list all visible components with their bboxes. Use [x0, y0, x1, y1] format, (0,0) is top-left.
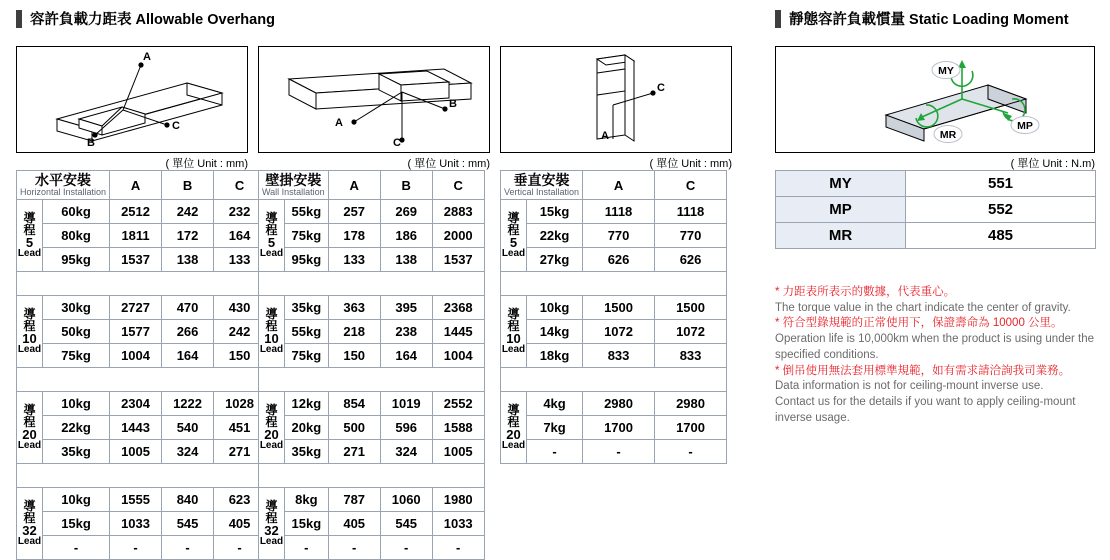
- table-header-row: [17, 171, 266, 200]
- table-row: [501, 224, 727, 248]
- table-row: [259, 392, 485, 416]
- diagram-vertical-installation: [500, 46, 732, 153]
- load-value: 35kg: [43, 440, 110, 464]
- unit-label-moment: ( 單位 Unit : N.m): [1010, 158, 1095, 170]
- load-value: 7kg: [527, 416, 583, 440]
- load-value: 18kg: [527, 344, 583, 368]
- table-row: [17, 536, 266, 560]
- table-row: [259, 488, 485, 512]
- load-value: 35kg: [285, 296, 329, 320]
- table-column-header: B: [380, 171, 432, 200]
- note-line: * 力距表所表示的數據，代表重心。: [775, 286, 956, 298]
- table-group-gap: [259, 272, 485, 296]
- lead-group-label: 導 程 5 Lead: [259, 200, 285, 272]
- table-cell: 2980: [583, 392, 655, 416]
- note-line: * 倒吊使用無法套用標準規範，如有需求請洽詢我司業務。: [775, 364, 1071, 377]
- lead-group-label: 導 程 10 Lead: [259, 296, 285, 368]
- moment-axis-label: MY: [776, 171, 906, 197]
- table-cell: 1019: [380, 392, 432, 416]
- load-value: 10kg: [527, 296, 583, 320]
- table-cell: 1443: [110, 416, 162, 440]
- load-value: 15kg: [285, 512, 329, 536]
- table-cell: -: [214, 536, 266, 560]
- table-cell: 626: [583, 248, 655, 272]
- table-cell: 2883: [432, 200, 484, 224]
- table-cell: 430: [214, 296, 266, 320]
- table-cell: 1028: [214, 392, 266, 416]
- load-value: 95kg: [285, 248, 329, 272]
- table-row: [17, 296, 266, 320]
- section-title-right: 靜態容許負載慣量 Static Loading Moment: [789, 12, 1069, 28]
- table-cell: 218: [328, 320, 380, 344]
- diagram-label-a: A: [143, 51, 151, 63]
- table-cell: 833: [583, 344, 655, 368]
- table-cell: 1005: [110, 440, 162, 464]
- table-group-gap: [17, 368, 266, 392]
- load-value: 22kg: [43, 416, 110, 440]
- table-cell: 1033: [432, 512, 484, 536]
- table-cell: 150: [328, 344, 380, 368]
- table-cell: 1445: [432, 320, 484, 344]
- unit-label-wall: ( 單位 Unit : mm): [407, 158, 490, 170]
- section-title-left: 容許負載力距表 Allowable Overhang: [30, 12, 275, 28]
- diagram-label-b: B: [449, 98, 457, 110]
- note-line: Contact us for the details if you want to apply ceiling-mount: [775, 396, 1076, 409]
- table-cell: 1537: [110, 248, 162, 272]
- table-column-header: B: [162, 171, 214, 200]
- table-cell: 363: [328, 296, 380, 320]
- table-group-gap: [501, 368, 727, 392]
- table-row: [501, 416, 727, 440]
- table-row: [259, 440, 485, 464]
- diagram-label-c: C: [657, 82, 665, 94]
- table-cell: 833: [655, 344, 727, 368]
- table-cell: 324: [162, 440, 214, 464]
- table-row: [776, 197, 1096, 223]
- load-value: 15kg: [43, 512, 110, 536]
- table-cell: 1500: [655, 296, 727, 320]
- load-value: 12kg: [285, 392, 329, 416]
- table-cell: 269: [380, 200, 432, 224]
- moment-label-mr: MR: [939, 129, 957, 141]
- table-row: [501, 320, 727, 344]
- table-group-gap: [17, 464, 266, 488]
- table-cell: 242: [214, 320, 266, 344]
- table-cell: 395: [380, 296, 432, 320]
- moment-value: 551: [906, 171, 1096, 197]
- load-value: 75kg: [285, 224, 329, 248]
- moment-axis-label: MR: [776, 223, 906, 249]
- table-row: [501, 296, 727, 320]
- table-group-gap: [501, 272, 727, 296]
- table-cell: 2980: [655, 392, 727, 416]
- load-value: -: [43, 536, 110, 560]
- table-row: [501, 200, 727, 224]
- table-cell: 623: [214, 488, 266, 512]
- table-cell: 451: [214, 416, 266, 440]
- table-row: [17, 344, 266, 368]
- table-horizontal-installation: [16, 170, 266, 560]
- table-cell: 770: [655, 224, 727, 248]
- table-static-loading-moment: [775, 170, 1096, 249]
- table-row: [17, 488, 266, 512]
- table-cell: 1072: [655, 320, 727, 344]
- table-cell: 138: [162, 248, 214, 272]
- note-line: * 符合型錄規範的正常使用下，保證壽命為 10000 公里。: [775, 317, 1063, 330]
- diagram-label-c: C: [393, 137, 401, 149]
- section-header-allowable-overhang: [16, 8, 275, 29]
- table-cell: 596: [380, 416, 432, 440]
- section-accent-bar: [16, 10, 22, 28]
- table-row: [259, 200, 485, 224]
- table-cell: 545: [162, 512, 214, 536]
- table-cell: 2512: [110, 200, 162, 224]
- table-row: [17, 248, 266, 272]
- table-column-header: C: [655, 171, 727, 200]
- load-value: 60kg: [43, 200, 110, 224]
- table-cell: 242: [162, 200, 214, 224]
- table-header-name: 壁掛安裝 Wall Installation: [259, 171, 329, 200]
- load-value: -: [527, 440, 583, 464]
- table-cell: 172: [162, 224, 214, 248]
- unit-label-vertical: ( 單位 Unit : mm): [649, 158, 732, 170]
- note-line: Data information is not for ceiling-mount inverse use.: [775, 380, 1044, 393]
- table-cell: 164: [162, 344, 214, 368]
- diagram-label-b: B: [87, 137, 95, 149]
- table-cell: -: [162, 536, 214, 560]
- table-row: [259, 536, 485, 560]
- table-row: [259, 320, 485, 344]
- table-cell: 2304: [110, 392, 162, 416]
- table-row: [259, 296, 485, 320]
- table-group-gap: [259, 464, 485, 488]
- load-value: 8kg: [285, 488, 329, 512]
- diagram-wall-installation: [258, 46, 490, 153]
- lead-group-label: 導 程 5 Lead: [501, 200, 527, 272]
- table-header-name: 水平安裝 Horizontal Installation: [17, 171, 110, 200]
- table-cell: -: [583, 440, 655, 464]
- diagram-label-a: A: [601, 130, 609, 142]
- table-cell: 470: [162, 296, 214, 320]
- table-cell: 150: [214, 344, 266, 368]
- table-cell: 164: [214, 224, 266, 248]
- note-line: specified conditions.: [775, 348, 879, 361]
- table-cell: 133: [214, 248, 266, 272]
- table-row: [259, 416, 485, 440]
- table-column-header: A: [110, 171, 162, 200]
- table-cell: -: [655, 440, 727, 464]
- table-cell: 854: [328, 392, 380, 416]
- table-cell: 1033: [110, 512, 162, 536]
- lead-group-label: 導 程 20 Lead: [501, 392, 527, 464]
- load-value: 55kg: [285, 200, 329, 224]
- load-value: 10kg: [43, 392, 110, 416]
- table-cell: 1060: [380, 488, 432, 512]
- table-row: [259, 224, 485, 248]
- table-row: [776, 223, 1096, 249]
- table-cell: 1577: [110, 320, 162, 344]
- table-row: [259, 512, 485, 536]
- section-accent-bar: [775, 10, 781, 28]
- table-row: [17, 440, 266, 464]
- load-value: 80kg: [43, 224, 110, 248]
- table-cell: 1118: [655, 200, 727, 224]
- table-cell: 133: [328, 248, 380, 272]
- table-column-header: A: [328, 171, 380, 200]
- load-value: 4kg: [527, 392, 583, 416]
- table-row: [17, 200, 266, 224]
- notes-block: [775, 285, 1105, 426]
- table-cell: 545: [380, 512, 432, 536]
- table-cell: 1700: [655, 416, 727, 440]
- table-row: [17, 416, 266, 440]
- table-cell: 2000: [432, 224, 484, 248]
- load-value: 20kg: [285, 416, 329, 440]
- table-wall-installation: [258, 170, 485, 560]
- lead-group-label: 導 程 5 Lead: [17, 200, 43, 272]
- load-value: 95kg: [43, 248, 110, 272]
- note-line: Operation life is 10,000km when the product is using under the: [775, 333, 1094, 346]
- table-cell: 266: [162, 320, 214, 344]
- unit-label-horizontal: ( 單位 Unit : mm): [165, 158, 248, 170]
- table-cell: 1811: [110, 224, 162, 248]
- table-row: [259, 344, 485, 368]
- table-cell: 324: [380, 440, 432, 464]
- moment-axis-label: MP: [776, 197, 906, 223]
- load-value: 75kg: [285, 344, 329, 368]
- table-cell: 1004: [432, 344, 484, 368]
- table-group-gap: [259, 368, 485, 392]
- table-row: [501, 440, 727, 464]
- table-row: [17, 512, 266, 536]
- table-cell: 1537: [432, 248, 484, 272]
- table-cell: 2727: [110, 296, 162, 320]
- moment-label-mp: MP: [1017, 120, 1033, 132]
- table-cell: 840: [162, 488, 214, 512]
- table-cell: 238: [380, 320, 432, 344]
- table-cell: 2552: [432, 392, 484, 416]
- table-row: [501, 392, 727, 416]
- table-row: [501, 248, 727, 272]
- table-row: [17, 392, 266, 416]
- table-cell: 1500: [583, 296, 655, 320]
- lead-group-label: 導 程 10 Lead: [501, 296, 527, 368]
- lead-group-label: 導 程 20 Lead: [17, 392, 43, 464]
- table-cell: 1700: [583, 416, 655, 440]
- table-cell: 2368: [432, 296, 484, 320]
- table-row: [501, 344, 727, 368]
- table-cell: 787: [328, 488, 380, 512]
- load-value: 55kg: [285, 320, 329, 344]
- table-row: [17, 224, 266, 248]
- table-row: [776, 171, 1096, 197]
- table-cell: 1980: [432, 488, 484, 512]
- table-cell: 500: [328, 416, 380, 440]
- table-cell: 1222: [162, 392, 214, 416]
- table-cell: 1005: [432, 440, 484, 464]
- table-cell: 1072: [583, 320, 655, 344]
- lead-group-label: 導 程 32 Lead: [259, 488, 285, 560]
- diagram-label-c: C: [172, 120, 180, 132]
- table-cell: 540: [162, 416, 214, 440]
- table-vertical-installation: [500, 170, 727, 464]
- table-group-gap: [17, 272, 266, 296]
- load-value: 22kg: [527, 224, 583, 248]
- table-cell: 1555: [110, 488, 162, 512]
- load-value: 15kg: [527, 200, 583, 224]
- load-value: 35kg: [285, 440, 329, 464]
- table-cell: 1118: [583, 200, 655, 224]
- lead-group-label: 導 程 10 Lead: [17, 296, 43, 368]
- table-column-header: C: [214, 171, 266, 200]
- note-line: The torque value in the chart indicate the center of gravity.: [775, 301, 1071, 314]
- load-value: 30kg: [43, 296, 110, 320]
- table-header-row: [259, 171, 485, 200]
- load-value: 50kg: [43, 320, 110, 344]
- table-cell: 138: [380, 248, 432, 272]
- table-column-header: C: [432, 171, 484, 200]
- diagram-static-loading-moment: [775, 46, 1095, 153]
- table-cell: -: [328, 536, 380, 560]
- table-cell: 626: [655, 248, 727, 272]
- table-cell: 271: [328, 440, 380, 464]
- table-column-header: A: [583, 171, 655, 200]
- table-cell: 186: [380, 224, 432, 248]
- table-cell: 1004: [110, 344, 162, 368]
- table-cell: 257: [328, 200, 380, 224]
- table-cell: -: [380, 536, 432, 560]
- moment-label-my: MY: [938, 65, 954, 77]
- load-value: 75kg: [43, 344, 110, 368]
- load-value: 14kg: [527, 320, 583, 344]
- table-cell: 232: [214, 200, 266, 224]
- table-cell: 164: [380, 344, 432, 368]
- table-cell: 405: [214, 512, 266, 536]
- table-cell: 178: [328, 224, 380, 248]
- table-cell: -: [432, 536, 484, 560]
- load-value: 10kg: [43, 488, 110, 512]
- load-value: -: [285, 536, 329, 560]
- table-header-name: 垂直安裝 Vertical Installation: [501, 171, 583, 200]
- table-row: [17, 320, 266, 344]
- table-cell: 1588: [432, 416, 484, 440]
- table-row: [259, 248, 485, 272]
- table-cell: 770: [583, 224, 655, 248]
- moment-value: 552: [906, 197, 1096, 223]
- table-cell: 271: [214, 440, 266, 464]
- diagram-label-a: A: [335, 117, 343, 129]
- table-header-row: [501, 171, 727, 200]
- lead-group-label: 導 程 20 Lead: [259, 392, 285, 464]
- load-value: 27kg: [527, 248, 583, 272]
- moment-value: 485: [906, 223, 1096, 249]
- lead-group-label: 導 程 32 Lead: [17, 488, 43, 560]
- diagram-horizontal-installation: [16, 46, 248, 153]
- table-cell: -: [110, 536, 162, 560]
- section-header-static-loading-moment: [775, 8, 1069, 29]
- table-cell: 405: [328, 512, 380, 536]
- note-line: inverse usage.: [775, 411, 850, 424]
